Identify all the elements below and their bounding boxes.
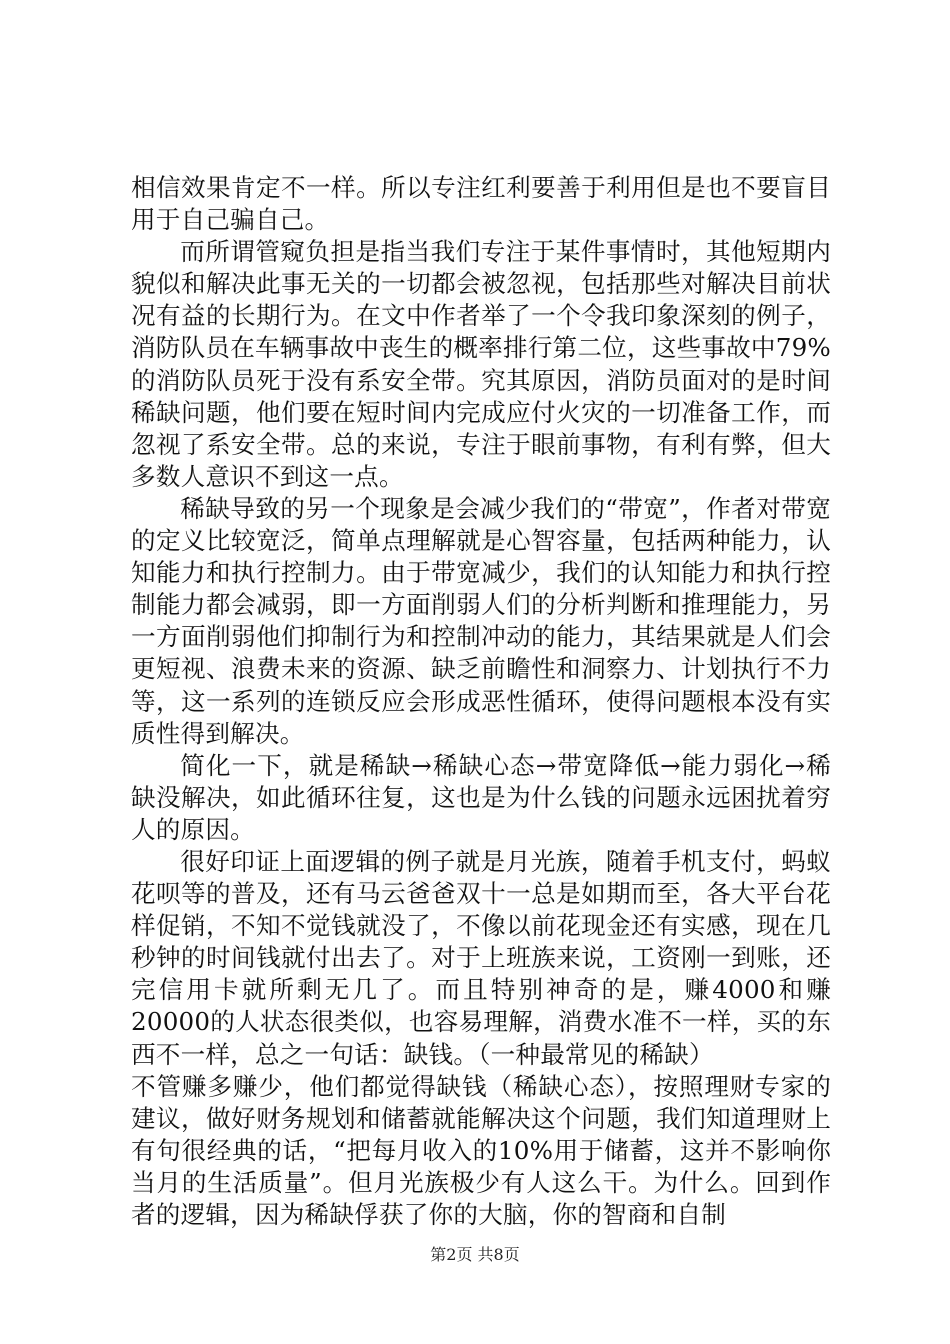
page-footer bbox=[0, 1245, 950, 1265]
paragraph-bandwidth: 稀缺导致的另一个现象是会减少我们的“带宽”，作者对带宽的定义比较宽泛，简单点理解就是心智容量，包括两种能力，认知能力和执行控制力。由于带宽减少，我们的认知能力和执行控制能力都会减弱，即一方面削弱人们的分析判断和推理能力，另一方面削弱他们抑制行为和控制冲动的能力，其结果就是人们会更短视、浪费未来的资源、缺乏前瞻性和洞察力、计划执行不力等，这一系列的连锁反应会形成恶性循环，使得问题根本没有实质性得到解决。 bbox=[131, 493, 831, 748]
page-number-label: 第2页 共8页 bbox=[430, 1245, 520, 1264]
document-body bbox=[131, 172, 831, 1231]
paragraph-moonlight-example: 很好印证上面逻辑的例子就是月光族，随着手机支付，蚂蚁花呗等的普及，还有马云爸爸双十一总是如期而至，各大平台花样促销，不知不觉钱就没了，不像以前花现金还有实感，现在几秒钟的时间钱就付出去了。对于上班族来说，工资刚一到账，还完信用卡就所剩无几了。而且特别神奇的是，赚4000和赚20000的人状态很类似，也容易理解，消费水准不一样，买的东西不一样，总之一句话：缺钱。（一种最常见的稀缺） bbox=[131, 846, 831, 1069]
paragraph-continued: 相信效果肯定不一样。所以专注红利要善于利用但是也不要盲目用于自己骗自己。 bbox=[131, 173, 831, 235]
paragraph-tunneling-tax: 而所谓管窥负担是指当我们专注于某件事情时，其他短期内貌似和解决此事无关的一切都会被忽视，包括那些对解决目前状况有益的长期行为。在文中作者举了一个令我印象深刻的例子，消防队员在车辆事故中丧生的概率排行第二位，这些事故中79%的消防队员死于没有系安全带。究其原因，消防员面对的是时间稀缺问题，他们要在短时间内完成应付火灾的一切准备工作，而忽视了系安全带。总的来说，专注于眼前事物，有利有弊，但大多数人意识不到这一点。 bbox=[131, 237, 831, 491]
paragraph-savings-advice: 不管赚多赚少，他们都觉得缺钱（稀缺心态），按照理财专家的建议，做好财务规划和储蓄就能解决这个问题，我们知道理财上有句很经典的话，“把每月收入的10%用于储蓄，这并不影响你当月的生活质量”。但月光族极少有人这么干。为什么。回到作者的逻辑，因为稀缺俘获了你的大脑，你的智商和自制 bbox=[131, 1071, 831, 1229]
paragraph-summary-cycle: 简化一下，就是稀缺→稀缺心态→带宽降低→能力弱化→稀缺没解决，如此循环往复，这也是为什么钱的问题永远困扰着穷人的原因。 bbox=[131, 750, 831, 844]
